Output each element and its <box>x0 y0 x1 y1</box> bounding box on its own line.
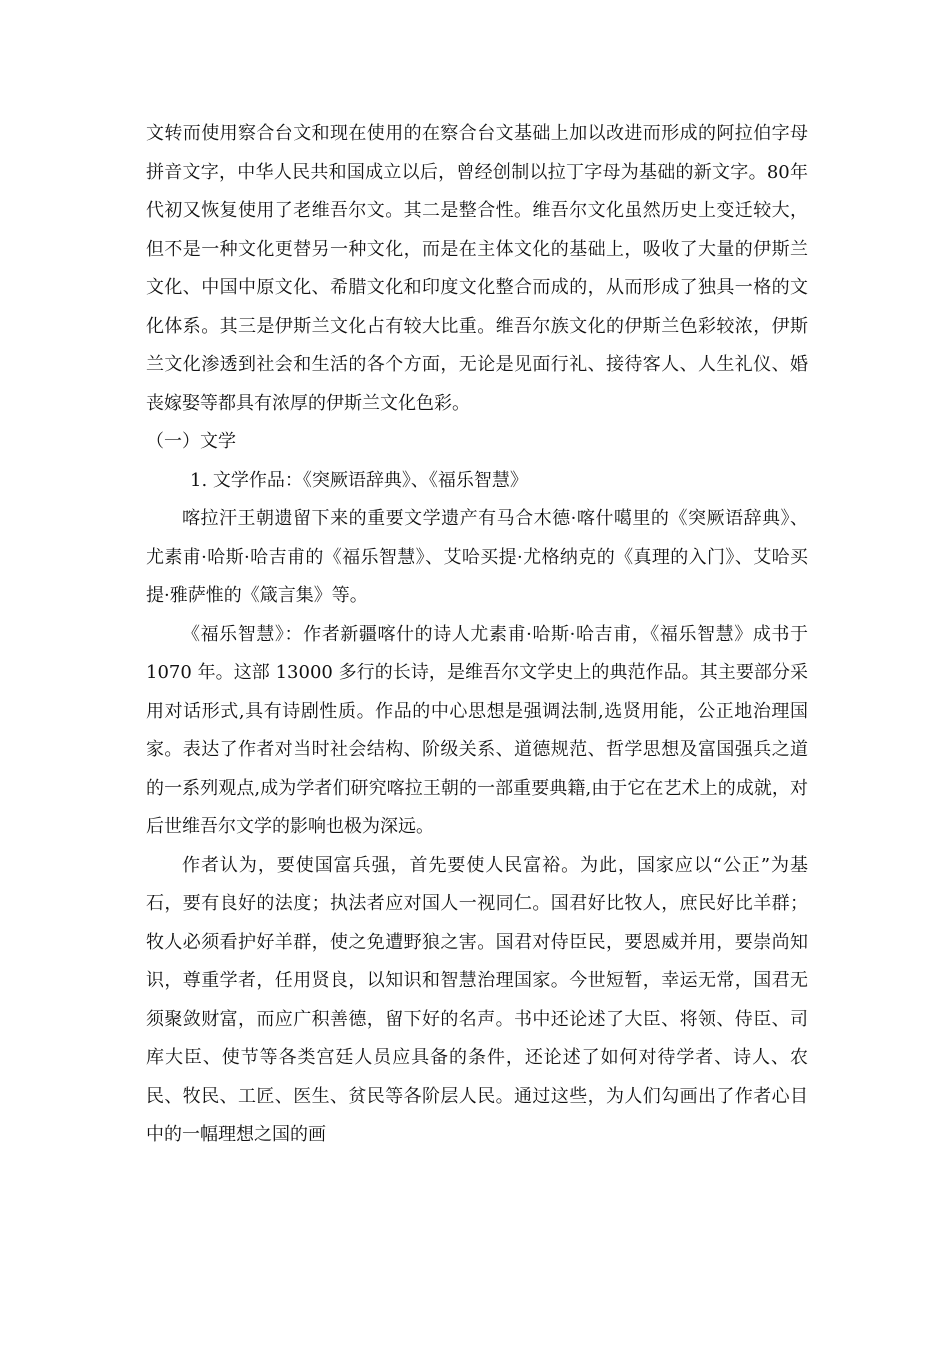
body-paragraph-literary-heritage: 喀拉汗王朝遗留下来的重要文学遗产有马合木德·喀什噶里的《突厥语辞典》、尤素甫·哈斯·哈吉甫的《福乐智慧》、艾哈买提·尤格纳克的《真理的入门》、艾哈买提·雅萨惟的《箴言集》等。 <box>146 508 808 606</box>
body-paragraph-author-views: 作者认为，要使国富兵强，首先要使人民富裕。为此，国家应以“公正”为基石，要有良好的法度；执法者应对国人一视同仁。国君好比牧人，庶民好比羊群；牧人必须看护好羊群，使之免遭野狼之害。国君对侍臣民，要恩威并用，要崇尚知识，尊重学者，任用贤良，以知识和智慧治理国家。今世短暂，幸运无常，国君无须聚敛财富，而应广积善德，留下好的名声。书中还论述了大臣、将领、侍臣、司库大臣、使节等各类宫廷人员应具备的条件，还论述了如何对待学者、诗人、农民、牧民、工匠、医生、贫民等各阶层人民。通过这些，为人们勾画出了作者心目中的一幅理想之国的画 <box>146 854 808 1145</box>
body-paragraph-continued: 文转而使用察合台文和现在使用的在察合台文基础上加以改进而形成的阿拉伯字母拼音文字，中华人民共和国成立以后，曾经创制以拉丁字母为基础的新文字。80年代初又恢复使用了老维吾尔文。其二是整合性。维吾尔文化虽然历史上变迁较大，但不是一种文化更替另一种文化，而是在主体文化的基础上，吸收了大量的伊斯兰文化、中国中原文化、希腊文化和印度文化整合而成的，从而形成了独具一格的文化体系。其三是伊斯兰文化占有较大比重。维吾尔族文化的伊斯兰色彩较浓，伊斯兰文化渗透到社会和生活的各个方面，无论是见面行礼、接待客人、人生礼仪、婚丧嫁娶等都具有浓厚的伊斯兰文化色彩。 <box>146 123 808 414</box>
document-body <box>146 115 808 1155</box>
subsection-heading-literary-works: 1. 文学作品：《突厥语辞典》、《福乐智慧》 <box>190 469 528 491</box>
body-paragraph-fule-zhihui: 《福乐智慧》：作者新疆喀什的诗人尤素甫·哈斯·哈吉甫，《福乐智慧》成书于 1070 年。这部 13000 多行的长诗，是维吾尔文学史上的典范作品。其主要部分采用对话形式,具有诗剧性质。作品的中心思想是强调法制,选贤用能，公正地治理国家。表达了作者对当时社会结构、阶级关系、道德规范、哲学思想及富国强兵之道的一系列观点,成为学者们研究喀拉王朝的一部重要典籍,由于它在艺术上的成就，对后世维吾尔文学的影响也极为深远。 <box>146 623 808 837</box>
section-heading-literature: （一）文学 <box>146 431 236 452</box>
